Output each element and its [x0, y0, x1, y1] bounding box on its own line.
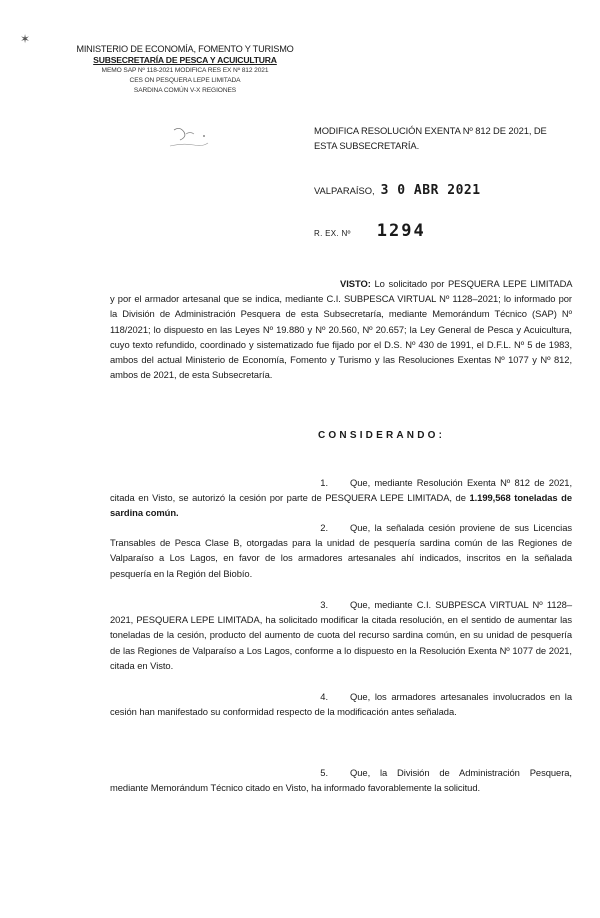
rex-label: R. EX. Nº — [314, 229, 351, 238]
ces-ref: CES ON PESQUERA LEPE LIMITADA — [129, 77, 241, 84]
document-title — [314, 123, 564, 153]
item-number: 2. — [320, 522, 328, 533]
item-rest: de 2021, citada en Visto, se autorizó la cesión por parte de PESQUERA LEPE LIMITADA, de — [110, 477, 572, 504]
considerando-item-1 — [110, 475, 572, 521]
item-number: 1. — [320, 477, 328, 488]
visto-label: VISTO: — [340, 278, 371, 289]
initials-scribble-icon — [160, 120, 220, 160]
resolution-number — [314, 221, 426, 241]
item-number: 3. — [320, 599, 328, 610]
visto-paragraph — [110, 276, 572, 382]
considerando-item-5 — [110, 765, 572, 795]
item-number: 5. — [320, 767, 328, 778]
item-first: Que, la señalada cesión proviene de sus — [350, 522, 529, 533]
item-first: Que, la División de Administración — [350, 767, 520, 778]
considerando-item-3 — [110, 597, 572, 673]
considerando-item-2 — [110, 520, 572, 581]
title-line-1: MODIFICA RESOLUCIÓN EXENTA Nº 812 DE 2021, DE — [314, 125, 547, 136]
item-first: Que, mediante Resolución Exenta Nº 812 — [350, 477, 530, 488]
item-first: Que, mediante C.I. SUBPESCA VIRTUAL Nº — [350, 599, 543, 610]
corner-mark: ✶ — [20, 32, 31, 46]
considerando-item-4 — [110, 689, 572, 719]
sardina-ref: SARDINA COMÚN V-X REGIONES — [133, 87, 237, 94]
title-line-2: ESTA SUBSECRETARÍA. — [314, 140, 420, 151]
item-first: Que, los armadores artesanales — [350, 691, 489, 702]
item-rest: 1128–2021, PESQUERA LEPE LIMITADA, ha solicitado modificar la citada resolución, en el sentido de aumentar las toneladas de la cesión, producto del aumento de cuota del recurso sardina común, en su unidad de pesquería de las Regiones de Valparaíso a Los Lagos, conforme a lo dispuesto en la Resolución Exenta Nº 1077 de 2021, citada en Visto. — [110, 599, 572, 671]
item-number: 4. — [320, 691, 328, 702]
subsecretaria-name: SUBSECRETARÍA DE PESCA Y ACUICULTURA — [93, 55, 277, 65]
considerando-heading: CONSIDERANDO: — [318, 430, 446, 441]
visto-first: Lo solicitado por PESQUERA LEPE LIMITADA — [374, 278, 572, 289]
ministry-header — [70, 44, 300, 96]
item-bold: 1.199,568 toneladas de sardina común. — [110, 492, 572, 519]
item-rest: involucrados en la cesión han manifestado su conformidad respecto de la modificación antes señalada. — [110, 691, 573, 718]
rex-number: 1294 — [376, 221, 426, 241]
item-rest: Licencias Transables de Pesca Clase B, otorgadas para la unidad de pesquería sardina común de las Regiones de Valparaíso a Los Lagos, en favor de los armadores artesanales ahí indicados, inscritos en la señalada pesquería en la Región del Biobío. — [110, 522, 572, 579]
place-name: VALPARAÍSO, — [314, 185, 375, 196]
place-date — [314, 183, 481, 198]
date-stamp: 3 0 ABR 2021 — [380, 183, 481, 198]
memo-ref: MEMO SAP Nº 118-2021 MODIFICA RES EX Nº 812 2021 — [101, 67, 269, 74]
visto-rest: y por el armador artesanal que se indica, mediante C.I. SUBPESCA VIRTUAL Nº 1128–2021; lo informado por la División de Administración Pesquera de esta Subsecretaría, mediante Memorándum Técnico (SAP) Nº 118/2021; lo dispuesto en las Leyes Nº 19.880 y Nº 20.560, Nº 20.657; la Ley General de Pesca y Acuicultura, cuyo texto refundido, coordinado y sistematizado fue fijado por el D.S. Nº 430 de 1991, el D.F.L. Nº 5 de 1983, ambos del actual Ministerio de Economía, Fomento y Turismo y las Resoluciones Exentas Nº 1077 y Nº 812, ambos de 2021, de esta Subsecretaría. — [110, 293, 572, 381]
item-rest: Pesquera, mediante Memorándum Técnico citado en Visto, ha informado favorablemente la solicitud. — [110, 767, 572, 794]
ministry-name: MINISTERIO DE ECONOMÍA, FOMENTO Y TURISMO — [76, 44, 294, 54]
